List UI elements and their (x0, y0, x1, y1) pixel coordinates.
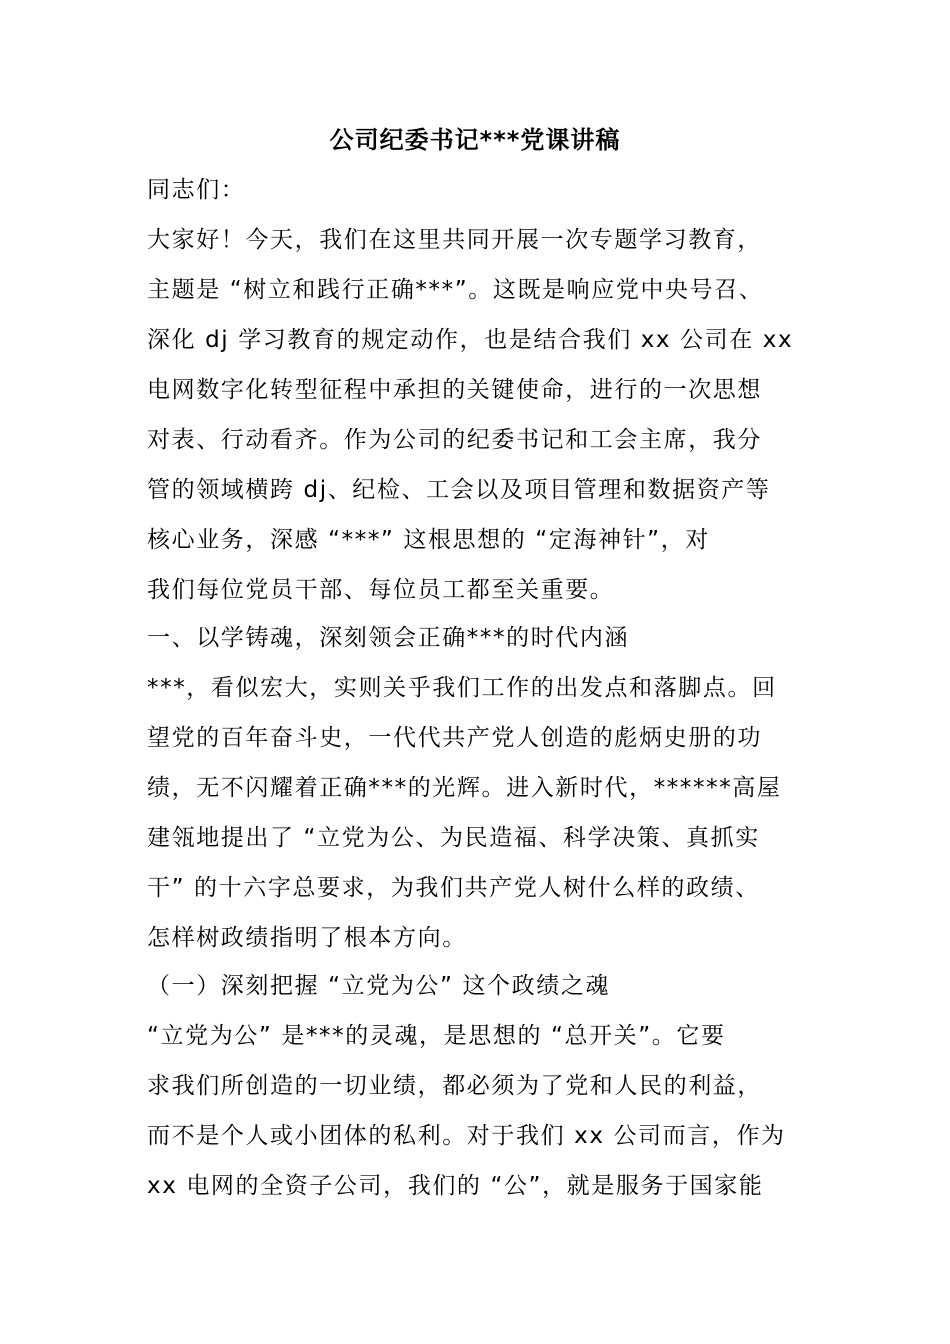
document-title: 公司纪委书记***党课讲稿 (329, 126, 621, 154)
paragraph-line: 建瓴地提出了 “立党为公、为民造福、科学决策、真抓实 (147, 825, 760, 851)
paragraph-line: 望党的百年奋斗史，一代代共产党人创造的彪炳史册的功 (147, 725, 762, 751)
paragraph-line: 核心业务，深感 “***” 这根思想的 “定海神针”，对 (147, 527, 710, 553)
paragraph-line: 干” 的十六字总要求，为我们共产党人树什么样的政绩、 (147, 875, 760, 901)
paragraph-line: xx 电网的全资子公司，我们的 “公”，就是服务于国家能 (147, 1173, 764, 1199)
paragraph-line: 大家好！今天，我们在这里共同开展一次专题学习教育， (147, 227, 762, 253)
paragraph-line: 管的领域横跨 dj、纪检、工会以及项目管理和数据资产等 (147, 477, 771, 503)
paragraph-line: 而不是个人或小团体的私利。对于我们 xx 公司而言，作为 (147, 1123, 786, 1149)
paragraph-line: 电网数字化转型征程中承担的关键使命，进行的一次思想 (147, 377, 762, 403)
paragraph-line: 深化 dj 学习教育的规定动作，也是结合我们 xx 公司在 xx (147, 327, 794, 353)
salutation-line: 同志们： (147, 177, 246, 203)
paragraph-line: 怎样树政绩指明了根本方向。 (147, 925, 467, 951)
paragraph-line: 对表、行动看齐。作为公司的纪委书记和工会主席，我分 (147, 427, 762, 453)
paragraph-line: 主题是 “树立和践行正确***”。这既是响应党中央号召、 (147, 277, 764, 303)
subsection-heading: （一）深刻把握 “立党为公” 这个政绩之魂 (147, 973, 611, 999)
section-heading: 一、以学铸魂，深刻领会正确***的时代内涵 (147, 625, 630, 651)
paragraph-line: 我们每位党员干部、每位员工都至关重要。 (147, 577, 615, 603)
paragraph-line: 求我们所创造的一切业绩，都必须为了党和人民的利益， (147, 1073, 762, 1099)
paragraph-line: 绩，无不闪耀着正确***的光辉。进入新时代，******高屋 (147, 775, 782, 801)
paragraph-line: ***，看似宏大，实则关乎我们工作的出发点和落脚点。回 (147, 675, 777, 701)
paragraph-line: “立党为公” 是***的灵魂，是思想的 “总开关”。它要 (147, 1023, 726, 1049)
